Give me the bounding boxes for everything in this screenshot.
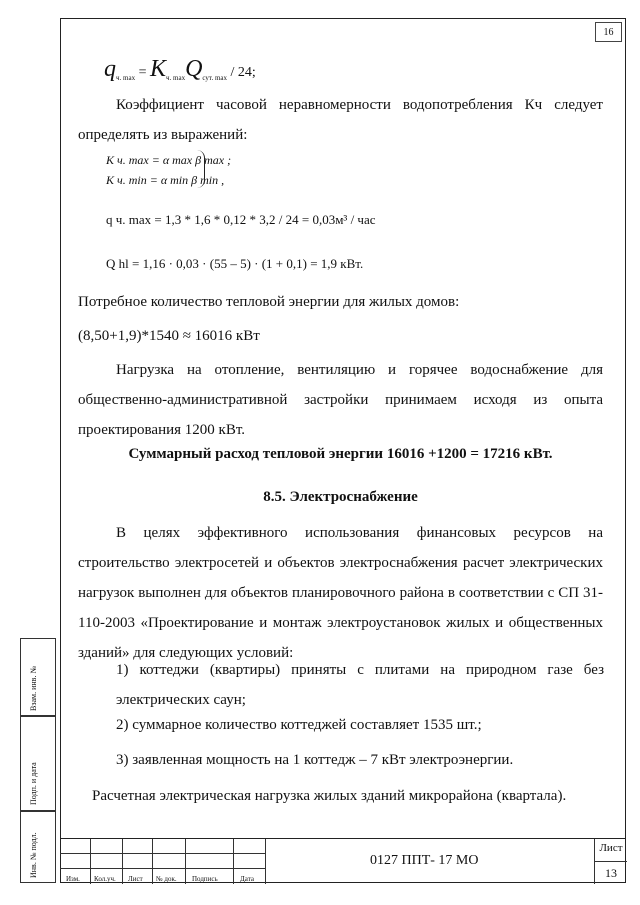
formula-k-system: K ч. max = α max β max ; K ч. min = α min β min , [106,153,232,187]
sheet-box [594,839,627,884]
formula-brace [196,150,205,188]
list-item-2: 2) суммарное количество коттеджей составляет 1535 шт.; [116,717,482,733]
tb-col [90,839,91,884]
list-item-1: 1) коттеджи (квартиры) приняты с плитами на природном газе без электрических саун; [116,662,604,708]
tb-label-data: Дата [240,875,254,883]
tb-col [233,839,234,884]
tb-col [265,839,266,884]
paragraph-calc-load: Расчетная электрическая нагрузка жилых зданий микрорайона (квартала). [92,788,567,804]
side-stamp-sign: Подп. и дата [20,716,56,811]
tb-col [152,839,153,884]
corner-page-number: 16 [595,22,622,42]
list-item-3: 3) заявленная мощность на 1 коттедж – 7 кВт электроэнергии. [116,752,514,768]
paragraph-coefficient: Коэффициент часовой неравномерности водопотребления Кч следует определять из выражений: [78,97,603,143]
formula-q-max: $q_{ч. max} = K_{ч. max}Q_{сут. max} / 24$; [104,56,256,82]
tb-label-izm: Изм. [66,875,80,883]
tb-label-ndok: № док. [156,875,177,883]
sheet-label: Лист [599,842,623,854]
tb-label-kol: Кол.уч. [94,875,116,883]
tb-col [122,839,123,884]
tb-label-list: Лист [128,875,143,883]
side-stamp-inventory: Инв. № подл. [20,811,56,883]
tb-col [185,839,186,884]
document-code: 0127 ППТ- 17 МО [370,853,479,868]
paragraph-public-load: Нагрузка на отопление, вентиляцию и горячее водоснабжение для общественно-административной застройки принимаем исходя из опыта проектирования 1200 кВт. [78,362,603,438]
side-stamp-replace: Взам. инв. № [20,638,56,716]
paragraph-heat-demand: Потребное количество тепловой энергии для жилых домов: [78,294,460,310]
formula-q-calc: q ч. max = 1,3 * 1,6 * 0,12 * 3,2 / 24 = 0,03м³ / час [106,212,376,227]
paragraph-total-heat: Суммарный расход тепловой энергии 16016 +1200 = 17216 кВт. [128,446,553,462]
paragraph-power-intro: В целях эффективного использования финансовых ресурсов на строительство электросетей и объектов электроснабжения расчет электрических нагрузок выполнен для объектов планировочного района в соответствии с СП 31-110-2003 «Проектирование и монтаж электроустановок жилых и общественных зданий» для следующих условий: [78,525,603,661]
tb-label-podp: Подпись [192,875,218,883]
section-heading: 8.5. Электроснабжение [263,489,418,505]
title-block [60,838,626,884]
formula-Q-heat: Q hl = 1,16 · 0,03 · (55 – 5) · (1 + 0,1) = 1,9 кВт. [106,256,364,271]
sheet-number: 13 [595,861,627,885]
paragraph-heat-calc: (8,50+1,9)*1540 ≈ 16016 кВт [78,328,260,344]
